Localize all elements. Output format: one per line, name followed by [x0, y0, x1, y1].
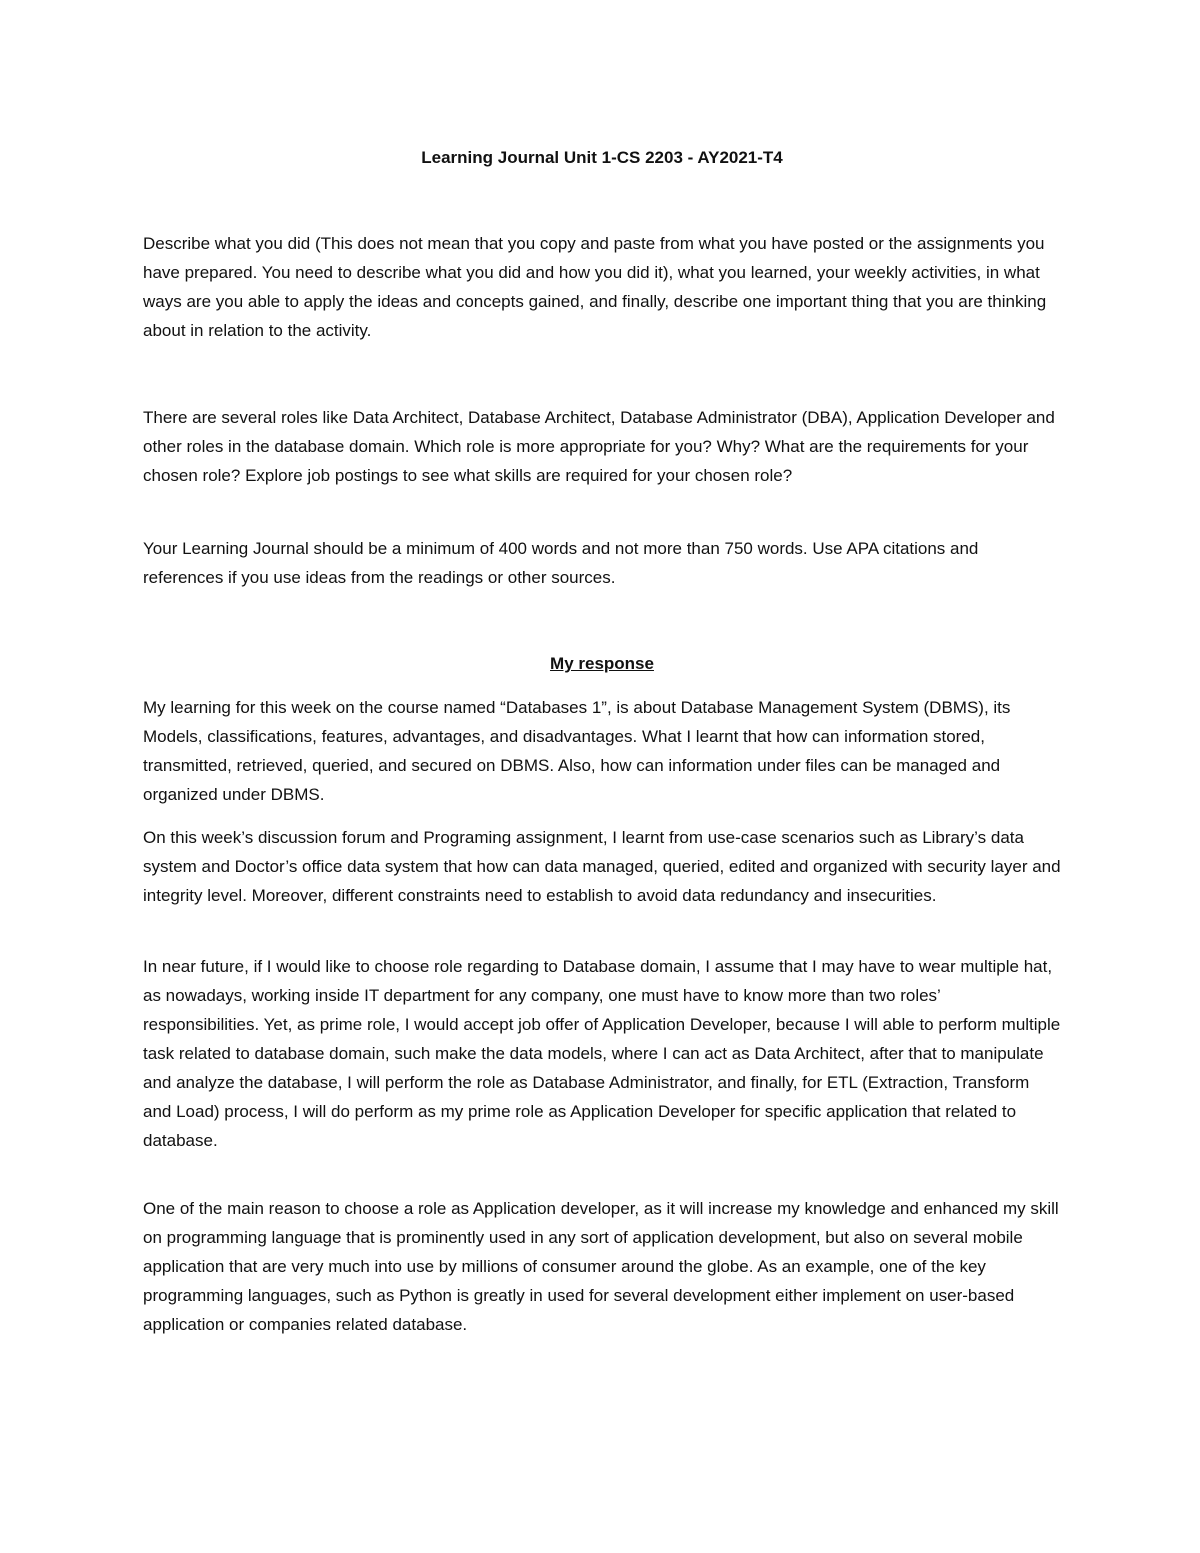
prompt-question: There are several roles like Data Architect, Database Architect, Database Administrator (DBA), Application Developer and other roles in the database domain. Which role is more appropriate for you? Why? What are the requirements for your chosen role? Explore job postings to see what skills are required for your chosen role?: [143, 408, 1055, 485]
response-paragraph-1: My learning for this week on the course named “Databases 1”, is about Database Management System (DBMS), its Models, classifications, features, advantages, and disadvantages. What I learnt that how can information stored, transmitted, retrieved, queried, and secured on DBMS. Also, how can information under files can be managed and organized under DBMS.: [143, 698, 1011, 804]
prompt-requirements: Your Learning Journal should be a minimum of 400 words and not more than 750 words. Use APA citations and references if you use ideas from the readings or other sources.: [143, 539, 979, 587]
prompt-instructions: Describe what you did (This does not mean that you copy and paste from what you have posted or the assignments you have prepared. You need to describe what you did and how you did it), what you learned, your weekly activities, in what ways are you able to apply the ideas and concepts gained, and finally, describe one important thing that you are thinking about in relation to the activity.: [143, 234, 1047, 340]
document-title: Learning Journal Unit 1-CS 2203 - AY2021-T4: [421, 148, 783, 167]
response-paragraph-2: On this week’s discussion forum and Programing assignment, I learnt from use-case scenarios such as Library’s data system and Doctor’s office data system that how can data managed, queried, edited and organized with security layer and integrity level. Moreover, different constraints need to establish to avoid data redundancy and insecurities.: [143, 828, 1061, 905]
response-paragraph-3: In near future, if I would like to choose role regarding to Database domain, I assume that I may have to wear multiple hat, as nowadays, working inside IT department for any company, one must have to know more than two roles’ responsibilities. Yet, as prime role, I would accept job offer of Application Developer, because I will able to perform multiple task related to database domain, such make the data models, where I can act as Data Architect, after that to manipulate and analyze the database, I will perform the role as Database Administrator, and finally, for ETL (Extraction, Transform and Load) process, I will do perform as my prime role as Application Developer for specific application that related to database.: [143, 957, 1061, 1150]
response-paragraph-4: One of the main reason to choose a role as Application developer, as it will increase my knowledge and enhanced my skill on programming language that is prominently used in any sort of application development, but also on several mobile application that are very much into use by millions of consumer around the globe. As an example, one of the key programming languages, such as Python is greatly in used for several development either implement on user-based application or companies related database.: [143, 1199, 1059, 1334]
response-heading: My response: [550, 654, 654, 673]
